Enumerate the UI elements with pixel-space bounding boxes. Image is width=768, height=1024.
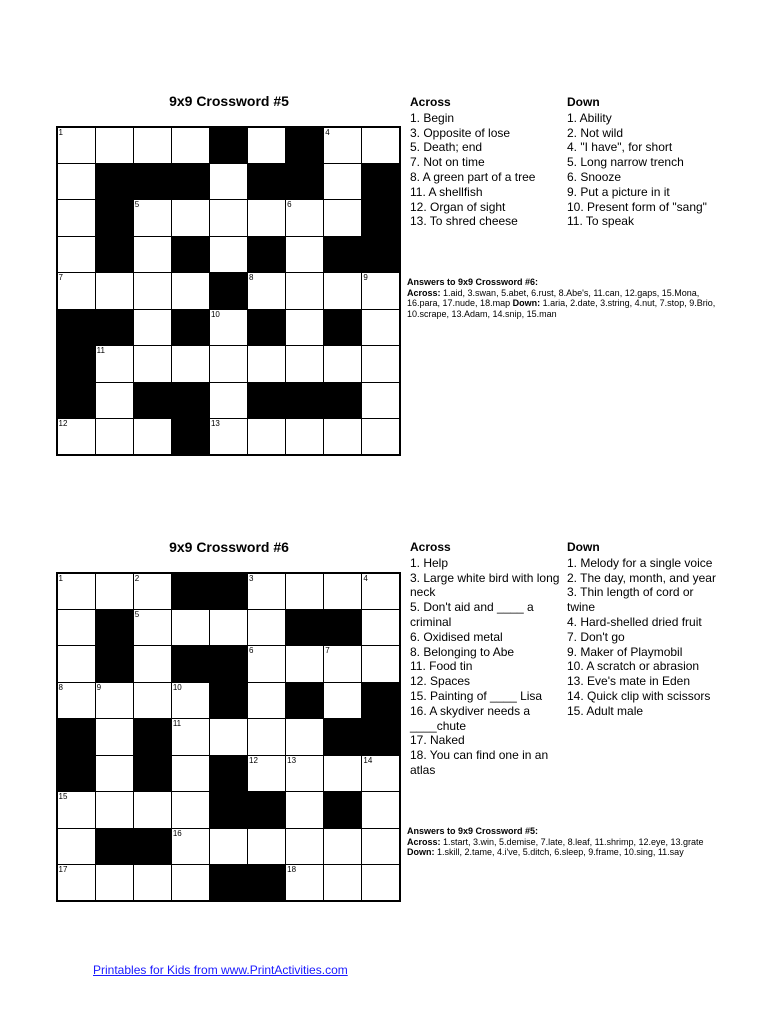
crossword-cell[interactable] — [285, 755, 324, 792]
answers-down: 1.skill, 2.tame, 4.i've, 5.ditch, 6.sleep, 9.frame, 10.sing, 11.say — [437, 847, 684, 858]
crossword-block — [171, 645, 210, 682]
clue-number: 1 — [58, 573, 63, 583]
crossword-block — [95, 163, 134, 200]
clue-number: 8 — [249, 273, 254, 283]
across-clue: 12. Spaces — [410, 674, 471, 689]
crossword-block — [171, 163, 210, 200]
down-clue: 4. "I have", for short — [567, 140, 673, 155]
clue-number: 4 — [325, 127, 330, 137]
crossword-block — [323, 609, 362, 646]
crossword-block — [171, 236, 210, 273]
crossword-cell[interactable] — [57, 127, 96, 164]
clue-number: 18 — [287, 865, 297, 875]
crossword-cell[interactable] — [171, 199, 210, 236]
puzzle-1-across-heading: Across — [410, 95, 451, 109]
across-clue: 18. You can find one in an atlas — [410, 748, 549, 777]
crossword-cell[interactable] — [57, 791, 96, 828]
crossword-cell[interactable] — [323, 199, 362, 236]
crossword-cell[interactable] — [57, 573, 96, 610]
crossword-cell[interactable] — [95, 127, 134, 164]
crossword-cell[interactable] — [247, 345, 286, 382]
clue-number: 12 — [58, 419, 68, 429]
crossword-cell[interactable] — [209, 199, 248, 236]
answers-down-label: Down: — [407, 847, 435, 858]
crossword-cell[interactable] — [95, 864, 134, 901]
footer-link[interactable]: Printables for Kids from www.PrintActivities.com — [93, 963, 348, 977]
crossword-cell[interactable] — [171, 718, 210, 755]
crossword-cell[interactable] — [285, 791, 324, 828]
crossword-cell[interactable] — [95, 718, 134, 755]
crossword-cell[interactable] — [209, 345, 248, 382]
down-clue: 2. The day, month, and year — [567, 570, 716, 585]
puzzle-2-grid[interactable] — [56, 572, 401, 902]
crossword-cell[interactable] — [247, 199, 286, 236]
crossword-cell[interactable] — [285, 272, 324, 309]
crossword-cell[interactable] — [57, 236, 96, 273]
crossword-block — [171, 309, 210, 346]
crossword-block — [247, 163, 286, 200]
crossword-cell[interactable] — [361, 864, 400, 901]
crossword-block — [361, 682, 400, 719]
across-clue: 17. Naked — [410, 733, 465, 748]
clue-number: 5 — [134, 200, 140, 210]
crossword-cell[interactable] — [133, 309, 172, 346]
crossword-block — [285, 609, 324, 646]
answers-across-label: Across: — [407, 287, 441, 298]
crossword-cell[interactable] — [57, 199, 96, 236]
crossword-block — [361, 718, 400, 755]
crossword-cell[interactable] — [95, 682, 134, 719]
clue-number: 8 — [58, 682, 63, 692]
crossword-cell[interactable] — [171, 609, 210, 646]
clue-number: 1 — [58, 127, 63, 137]
down-clue: 9. Put a picture in it — [567, 184, 670, 199]
answers-title: Answers to 9x9 Crossword #6: — [407, 277, 539, 287]
down-clue: 14. Quick clip with scissors — [567, 688, 711, 703]
crossword-cell[interactable] — [285, 199, 324, 236]
crossword-cell[interactable] — [209, 418, 248, 455]
down-clue: 10. Present form of "sang" — [567, 199, 707, 214]
crossword-cell[interactable] — [247, 573, 286, 610]
crossword-cell[interactable] — [209, 382, 248, 419]
crossword-cell[interactable] — [95, 345, 134, 382]
across-clue: 11. Food tin — [410, 659, 473, 674]
crossword-block — [95, 828, 134, 865]
puzzle-2-down-heading: Down — [567, 540, 600, 554]
crossword-block — [361, 199, 400, 236]
crossword-cell[interactable] — [323, 272, 362, 309]
crossword-cell[interactable] — [95, 573, 134, 610]
across-clue: 6. Oxidised metal — [410, 629, 503, 644]
across-clue: 3. Opposite of lose — [410, 125, 511, 140]
crossword-cell[interactable] — [247, 645, 286, 682]
crossword-cell[interactable] — [209, 718, 248, 755]
crossword-cell[interactable] — [361, 645, 400, 682]
crossword-cell[interactable] — [209, 163, 248, 200]
across-clue: 5. Death; end — [410, 140, 483, 155]
crossword-block — [285, 163, 324, 200]
crossword-block — [209, 645, 248, 682]
crossword-block — [323, 718, 362, 755]
down-clue: 6. Snooze — [567, 169, 622, 184]
crossword-cell[interactable] — [133, 199, 172, 236]
crossword-block — [361, 163, 400, 200]
crossword-cell[interactable] — [361, 791, 400, 828]
crossword-cell[interactable] — [133, 345, 172, 382]
crossword-cell[interactable] — [323, 645, 362, 682]
crossword-block — [57, 755, 96, 792]
puzzle-1-down-heading: Down — [567, 95, 600, 109]
crossword-block — [95, 645, 134, 682]
clue-number: 2 — [134, 573, 140, 583]
crossword-cell[interactable] — [57, 418, 96, 455]
crossword-cell[interactable] — [133, 236, 172, 273]
down-clue: 10. A scratch or abrasion — [567, 659, 700, 674]
clue-number: 13 — [210, 419, 220, 429]
across-clue: 7. Not on time — [410, 155, 485, 170]
puzzle-1-down-clues — [567, 95, 717, 229]
crossword-cell[interactable] — [57, 828, 96, 865]
clue-number: 15 — [58, 792, 68, 802]
crossword-cell[interactable] — [133, 418, 172, 455]
crossword-cell[interactable] — [247, 127, 286, 164]
crossword-cell[interactable] — [133, 609, 172, 646]
crossword-cell[interactable] — [285, 573, 324, 610]
crossword-cell[interactable] — [57, 682, 96, 719]
crossword-cell[interactable] — [247, 755, 286, 792]
crossword-block — [209, 791, 248, 828]
crossword-cell[interactable] — [133, 864, 172, 901]
crossword-cell[interactable] — [247, 718, 286, 755]
crossword-cell[interactable] — [133, 272, 172, 309]
crossword-cell[interactable] — [133, 682, 172, 719]
crossword-block — [95, 609, 134, 646]
crossword-cell[interactable] — [285, 309, 324, 346]
clue-number: 10 — [172, 682, 182, 692]
crossword-cell[interactable] — [247, 609, 286, 646]
clue-number: 16 — [172, 828, 182, 838]
crossword-cell[interactable] — [247, 272, 286, 309]
across-clue: 8. A green part of a tree — [410, 169, 536, 184]
crossword-cell[interactable] — [323, 755, 362, 792]
crossword-block — [285, 682, 324, 719]
crossword-block — [171, 573, 210, 610]
across-clue: 3. Large white bird with long neck — [410, 570, 560, 600]
crossword-cell[interactable] — [171, 791, 210, 828]
crossword-cell[interactable] — [247, 828, 286, 865]
crossword-block — [171, 382, 210, 419]
crossword-cell[interactable] — [209, 828, 248, 865]
across-clue: 5. Don't aid and ____ a criminal — [410, 600, 534, 629]
crossword-cell[interactable] — [323, 418, 362, 455]
puzzle-1-grid[interactable] — [56, 126, 401, 456]
clue-number: 9 — [363, 273, 368, 283]
crossword-block — [133, 828, 172, 865]
crossword-block — [95, 309, 134, 346]
crossword-block — [209, 272, 248, 309]
crossword-block — [285, 382, 324, 419]
answers-across: 1.aid, 3.swan, 5.abet, 6.rust, 8.Abe's, 11.can, 12.gaps, 15.Mona, 16.para, 17.nude, 18.map — [407, 287, 700, 309]
down-clue: 5. Long narrow trench — [567, 155, 684, 170]
crossword-cell[interactable] — [133, 791, 172, 828]
crossword-cell[interactable] — [95, 755, 134, 792]
puzzle-1-title: 9x9 Crossword #5 — [169, 93, 289, 109]
crossword-cell[interactable] — [133, 573, 172, 610]
crossword-cell[interactable] — [285, 828, 324, 865]
crossword-cell[interactable] — [57, 864, 96, 901]
crossword-cell[interactable] — [57, 645, 96, 682]
crossword-cell[interactable] — [323, 163, 362, 200]
crossword-cell[interactable] — [57, 609, 96, 646]
crossword-block — [323, 309, 362, 346]
crossword-cell[interactable] — [95, 382, 134, 419]
clue-number: 4 — [363, 573, 368, 583]
crossword-block — [323, 791, 362, 828]
crossword-cell[interactable] — [171, 345, 210, 382]
crossword-cell[interactable] — [171, 682, 210, 719]
crossword-cell[interactable] — [361, 309, 400, 346]
answers-across-label: Across: — [407, 836, 441, 847]
crossword-cell[interactable] — [285, 645, 324, 682]
crossword-block — [133, 382, 172, 419]
down-clue: 7. Don't go — [567, 629, 625, 644]
crossword-block — [285, 127, 324, 164]
down-clue: 1. Ability — [567, 110, 612, 125]
crossword-cell[interactable] — [361, 828, 400, 865]
clue-number: 11 — [172, 719, 182, 729]
clue-number: 3 — [249, 573, 254, 583]
across-clue: 16. A skydiver needs a ____chute — [410, 703, 531, 733]
clue-number: 13 — [287, 755, 297, 765]
clue-number: 3 — [287, 127, 292, 137]
crossword-block — [247, 864, 286, 901]
clue-number: 7 — [325, 646, 330, 656]
crossword-block — [323, 382, 362, 419]
crossword-block — [57, 345, 96, 382]
crossword-block — [209, 864, 248, 901]
crossword-block — [57, 309, 96, 346]
crossword-block — [209, 682, 248, 719]
puzzle-1-across-clues — [410, 95, 560, 229]
across-clue: 11. A shellfish — [410, 184, 483, 199]
crossword-cell[interactable] — [209, 309, 248, 346]
across-clue: 13. To shred cheese — [410, 214, 518, 229]
clue-number: 17 — [58, 865, 68, 875]
down-clue: 4. Hard-shelled dried fruit — [567, 614, 702, 629]
answers-across: 1.start, 3.win, 5.demise, 7.late, 8.leaf, 11.shrimp, 12.eye, 13.grate — [443, 836, 704, 847]
crossword-cell[interactable] — [171, 755, 210, 792]
crossword-cell[interactable] — [95, 791, 134, 828]
crossword-cell[interactable] — [57, 272, 96, 309]
answers-title: Answers to 9x9 Crossword #5: — [407, 826, 539, 836]
crossword-block — [209, 573, 248, 610]
down-clue: 13. Eve's mate in Eden — [567, 674, 691, 689]
across-clue: 15. Painting of ____ Lisa — [410, 688, 543, 703]
down-clue: 2. Not wild — [567, 125, 624, 140]
across-clue: 8. Belonging to Abe — [410, 644, 515, 659]
across-clue: 12. Organ of sight — [410, 199, 506, 214]
clue-number: 9 — [96, 682, 102, 692]
puzzle-1-answers — [407, 277, 727, 319]
crossword-cell[interactable] — [133, 127, 172, 164]
crossword-cell[interactable] — [209, 236, 248, 273]
puzzle-2-answers — [407, 826, 727, 858]
puzzle-2-title: 9x9 Crossword #6 — [169, 539, 289, 555]
crossword-block — [95, 199, 134, 236]
crossword-cell[interactable] — [285, 864, 324, 901]
crossword-cell[interactable] — [323, 864, 362, 901]
crossword-cell[interactable] — [247, 682, 286, 719]
clue-number: 10 — [210, 309, 220, 319]
crossword-cell[interactable] — [323, 828, 362, 865]
crossword-cell[interactable] — [171, 272, 210, 309]
crossword-cell[interactable] — [361, 345, 400, 382]
crossword-cell[interactable] — [361, 573, 400, 610]
crossword-cell[interactable] — [361, 127, 400, 164]
crossword-block — [209, 127, 248, 164]
down-clue: 3. Thin length of cord or twine — [567, 585, 694, 615]
crossword-cell[interactable] — [285, 718, 324, 755]
crossword-cell[interactable] — [95, 418, 134, 455]
clue-number: 6 — [249, 646, 254, 656]
crossword-block — [95, 236, 134, 273]
crossword-cell[interactable] — [285, 236, 324, 273]
crossword-block — [247, 382, 286, 419]
crossword-cell[interactable] — [361, 272, 400, 309]
crossword-block — [171, 418, 210, 455]
crossword-block — [209, 755, 248, 792]
crossword-cell[interactable] — [285, 418, 324, 455]
crossword-block — [323, 236, 362, 273]
crossword-cell[interactable] — [171, 828, 210, 865]
crossword-block — [133, 718, 172, 755]
crossword-cell[interactable] — [361, 755, 400, 792]
clue-number: 14 — [363, 755, 373, 765]
down-clue: 11. To speak — [567, 214, 634, 229]
crossword-cell[interactable] — [323, 127, 362, 164]
crossword-block — [247, 309, 286, 346]
crossword-cell[interactable] — [171, 127, 210, 164]
crossword-block — [57, 382, 96, 419]
clue-number: 5 — [134, 609, 140, 619]
crossword-cell[interactable] — [133, 645, 172, 682]
crossword-cell[interactable] — [361, 418, 400, 455]
crossword-block — [57, 718, 96, 755]
crossword-cell[interactable] — [361, 609, 400, 646]
down-clue: 9. Maker of Playmobil — [567, 644, 683, 659]
crossword-cell[interactable] — [209, 609, 248, 646]
crossword-block — [133, 755, 172, 792]
crossword-block — [247, 791, 286, 828]
down-clue: 1. Melody for a single voice — [567, 555, 713, 570]
crossword-cell[interactable] — [247, 418, 286, 455]
crossword-cell[interactable] — [95, 272, 134, 309]
clue-number: 7 — [58, 273, 63, 283]
puzzle-2-across-heading: Across — [410, 540, 451, 554]
crossword-cell[interactable] — [323, 573, 362, 610]
down-clue: 15. Adult male — [567, 703, 644, 718]
crossword-block — [247, 236, 286, 273]
crossword-cell[interactable] — [285, 345, 324, 382]
clue-number: 11 — [96, 346, 105, 356]
crossword-cell[interactable] — [57, 163, 96, 200]
crossword-block — [361, 236, 400, 273]
across-clue: 1. Help — [410, 555, 449, 570]
answers-down-label: Down: — [512, 298, 541, 309]
crossword-cell[interactable] — [323, 345, 362, 382]
puzzle-2-across-clues — [410, 540, 562, 778]
crossword-cell[interactable] — [171, 864, 210, 901]
crossword-cell[interactable] — [361, 382, 400, 419]
across-clue: 1. Begin — [410, 110, 455, 125]
crossword-cell[interactable] — [323, 682, 362, 719]
crossword-block — [133, 163, 172, 200]
clue-number: 6 — [287, 200, 292, 210]
puzzle-2-down-clues — [567, 540, 717, 719]
answers-down: 1.aria, 2.date, 3.string, 4.nut, 7.stop, 9.Brio, 10.scrape, 13.Adam, 14.snip, 15.man — [407, 298, 716, 319]
clue-number: 12 — [249, 755, 258, 765]
clue-number: 2 — [210, 127, 216, 137]
